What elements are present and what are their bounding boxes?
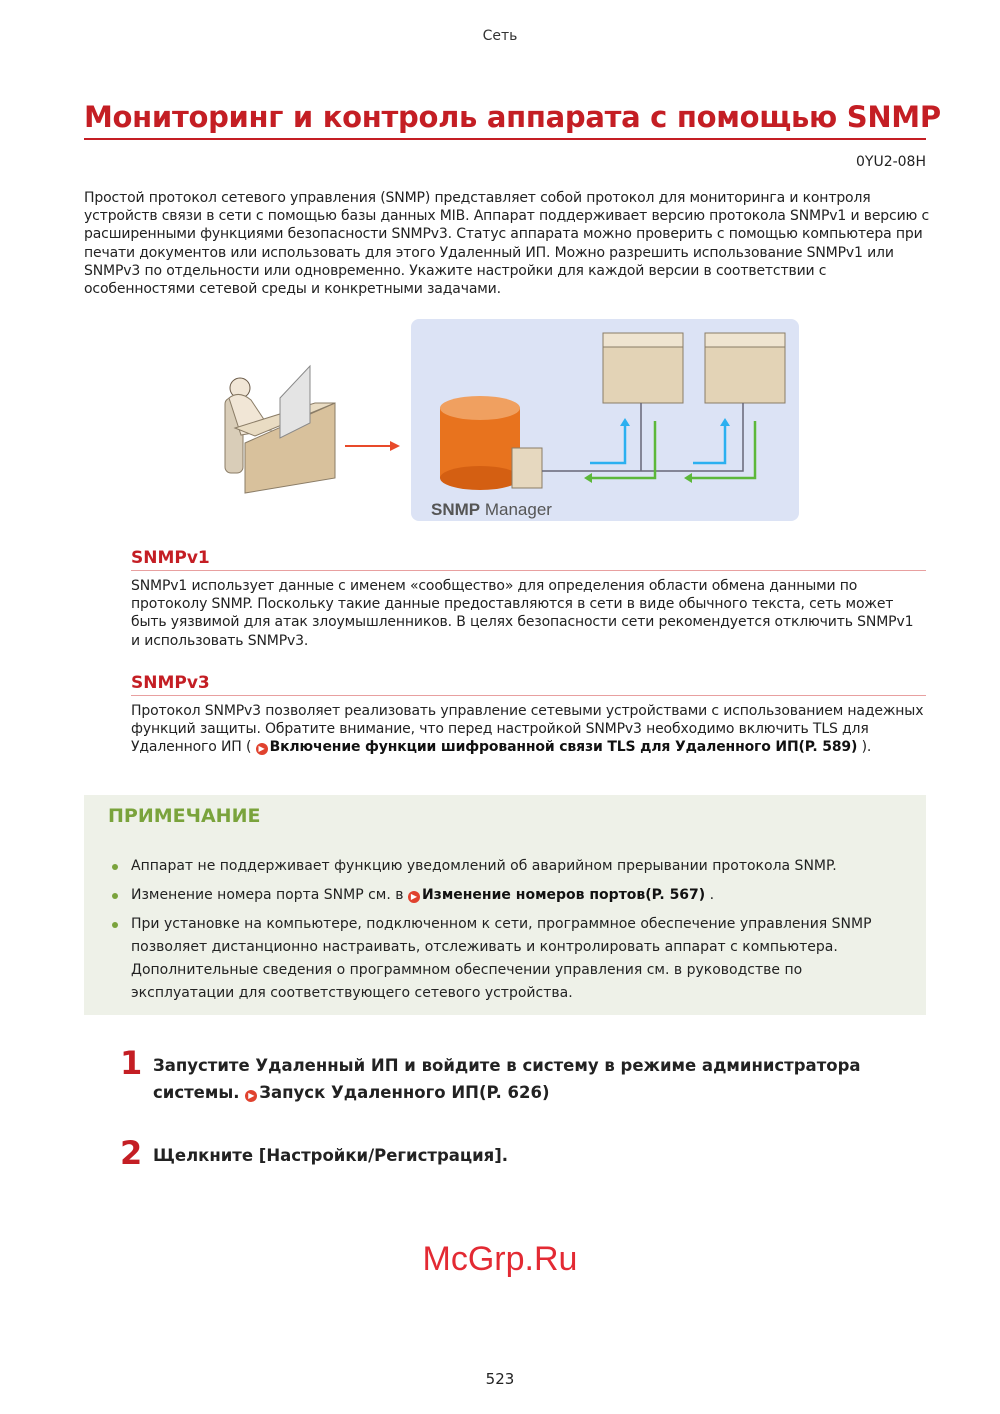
page-number: 523 (485, 1370, 515, 1388)
link-arrow-icon: ▶ (256, 743, 268, 755)
link-arrow-icon: ▶ (245, 1090, 257, 1102)
svg-text:SNMP Manager (431, 500, 552, 519)
text: ). (857, 739, 872, 756)
section-text (131, 702, 926, 757)
section-text: SNMPv1 использует данные с именем «сообщество» для определения области обмена данными по протоколу SNMP. Поскольку такие данные предоставляются в сети в виде обычного текста, сеть может быть уязвимой для атак злоумышленников. В целях безопасности сети рекомендуется отключить SNMPv1 и использовать SNMPv3. (131, 578, 914, 649)
step-number: 2 (120, 1134, 143, 1172)
intro-paragraph: Простой протокол сетевого управления (SNMP) представляет собой протокол для мониторинга и контроля устройств связи в сети с помощью базы данных MIB. Аппарат поддерживает версию протокола SNMPv1 и версию с расширенными функциями безопасности SNMPv3. Статус аппарата можно проверить с помощью компьютера при печати документов или использовать для этого Удаленный ИП. Можно разрешить использование SNMPv1 или SNMPv3 по отдельности или одновременно. Укажите настройки для каждой версии в соответствии с особенностями сетевой среды и конкретными задачами. (84, 190, 929, 298)
text: При установке на компьютере, подключенном к сети, программное обеспечение управления SNMP позволяет дистанционно настраивать, отслеживать и контролировать аппарат с компьютера. Дополнительные сведения о программном обеспечении управления см. в руководстве по эксплуатации для соответствующего сетевого устройства. (131, 916, 872, 1001)
section-heading: SNMPv1 (131, 548, 926, 571)
tls-link[interactable]: Включение функции шифрованной связи TLS для Удаленного ИП(P. 589) (269, 739, 858, 756)
snmp-illustration (205, 318, 805, 528)
list-item (108, 913, 908, 1005)
link-arrow-icon: ▶ (408, 891, 420, 903)
note-list (108, 855, 908, 1011)
note-box (84, 795, 926, 1015)
text: Протокол SNMPv3 позволяет реализовать управление сетевыми устройствами с использованием надежных функций защиты. Обратите внимание, что перед настройкой SNMPv3 необходимо включить TLS для Удаленного ИП ( (131, 703, 924, 756)
note-heading: ПРИМЕЧАНИЕ (108, 805, 261, 827)
step-2 (120, 1134, 900, 1172)
illustration-label: Manager (484, 500, 552, 519)
doc-code: 0YU2-08H (855, 154, 926, 170)
step-1 (120, 1044, 900, 1106)
user-at-computer-icon (225, 366, 335, 493)
remote-ui-link[interactable]: Запуск Удаленного ИП(P. 626) (259, 1083, 550, 1102)
text: Изменение номера порта SNMP см. в (131, 887, 408, 903)
section-heading: SNMPv3 (131, 673, 926, 696)
list-item (108, 884, 908, 907)
list-item (108, 855, 908, 878)
section-snmpv1 (131, 548, 926, 650)
text: . (705, 887, 715, 903)
illustration-label-bold: SNMP (431, 500, 481, 519)
step-text: Щелкните [Настройки/Регистрация]. (153, 1146, 509, 1165)
printer-icon (603, 333, 683, 403)
step-text: Запустите Удаленный ИП и войдите в систему в режиме администратора системы. (153, 1056, 861, 1102)
step-number: 1 (120, 1044, 143, 1082)
printer-icon (705, 333, 785, 403)
section-snmpv3 (131, 673, 926, 757)
text: Аппарат не поддерживает функцию уведомлений об аварийном прерывании протокола SNMP. (131, 858, 837, 874)
arrow-right-icon (345, 441, 400, 451)
port-link[interactable]: Изменение номеров портов(P. 567) (421, 887, 706, 903)
watermark: McGrp.Ru (422, 1240, 578, 1278)
page-title: Мониторинг и контроль аппарата с помощью SNMP (84, 100, 926, 140)
running-header: Сеть (482, 28, 518, 44)
